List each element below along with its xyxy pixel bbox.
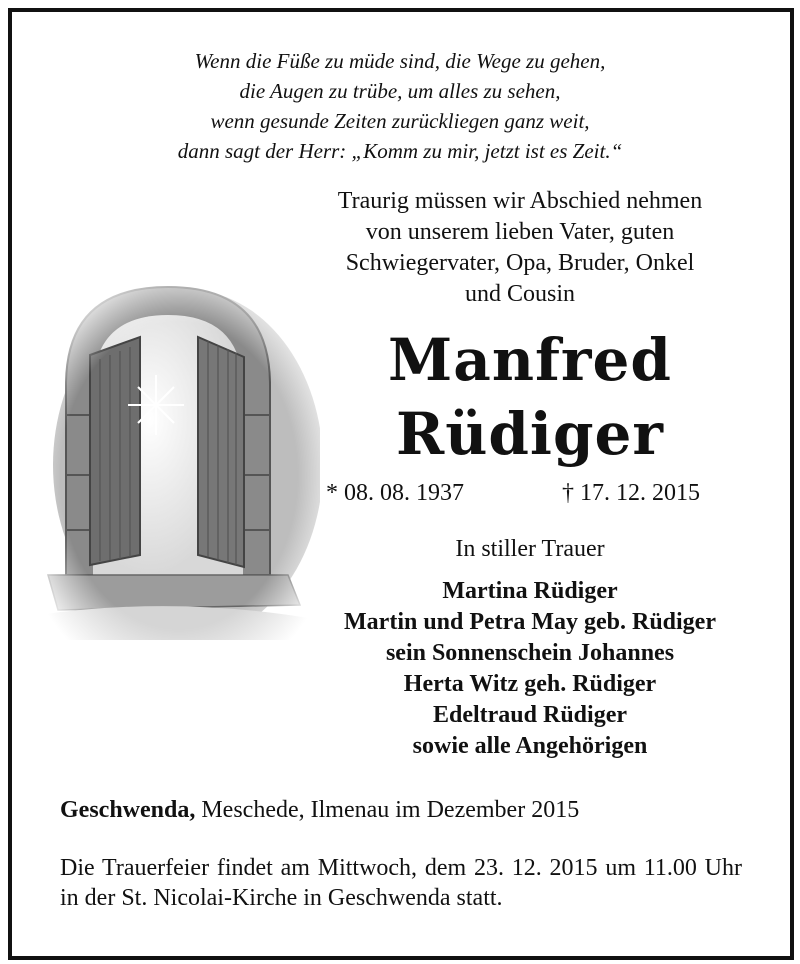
poem-line: die Augen zu trübe, um alles zu sehen, — [239, 79, 561, 103]
intro-line: Traurig müssen wir Abschied nehmen — [337, 188, 703, 214]
intro-line: von unserem lieben Vater, guten — [365, 219, 675, 245]
family-member: Martina Rüdiger — [442, 578, 618, 604]
open-door-icon — [38, 275, 320, 640]
poem — [0, 46, 800, 166]
place-bold: Geschwenda, — [60, 797, 196, 823]
intro-line: und Cousin — [464, 281, 575, 307]
poem-line: dann sagt der Herr: „Komm zu mir, jetzt ist es Zeit.“ — [177, 139, 623, 163]
deceased-first-name: Manfred — [388, 326, 672, 394]
birth-date: * 08. 08. 1937 — [326, 480, 464, 506]
family-member: sein Sonnenschein Johannes — [385, 640, 675, 666]
intro-text — [300, 186, 740, 310]
intro-line: Schwiegervater, Opa, Bruder, Onkel — [345, 250, 695, 276]
family-list — [300, 576, 760, 762]
family-member: Martin und Petra May geb. Rüdiger — [344, 609, 716, 635]
mourning-line: In stiller Trauer — [455, 536, 605, 562]
ceremony-text: Die Trauerfeier findet am Mittwoch, dem 23. 12. 2015 um 11.00 Uhr in der St. Nicolai-Kirche in Geschwenda statt. — [60, 855, 742, 911]
family-member: Edeltraud Rüdiger — [432, 702, 627, 728]
family-member: sowie alle Angehörigen — [412, 733, 648, 759]
deceased-last-name: Rüdiger — [396, 400, 664, 468]
place-rest: Meschede, Ilmenau im Dezember 2015 — [195, 797, 580, 823]
death-date: † 17. 12. 2015 — [562, 480, 700, 506]
family-member: Herta Witz geh. Rüdiger — [403, 671, 657, 697]
poem-line: wenn gesunde Zeiten zurückliegen ganz weit, — [210, 109, 590, 133]
place-date-line — [60, 797, 579, 824]
poem-line: Wenn die Füße zu müde sind, die Wege zu gehen, — [194, 49, 606, 73]
